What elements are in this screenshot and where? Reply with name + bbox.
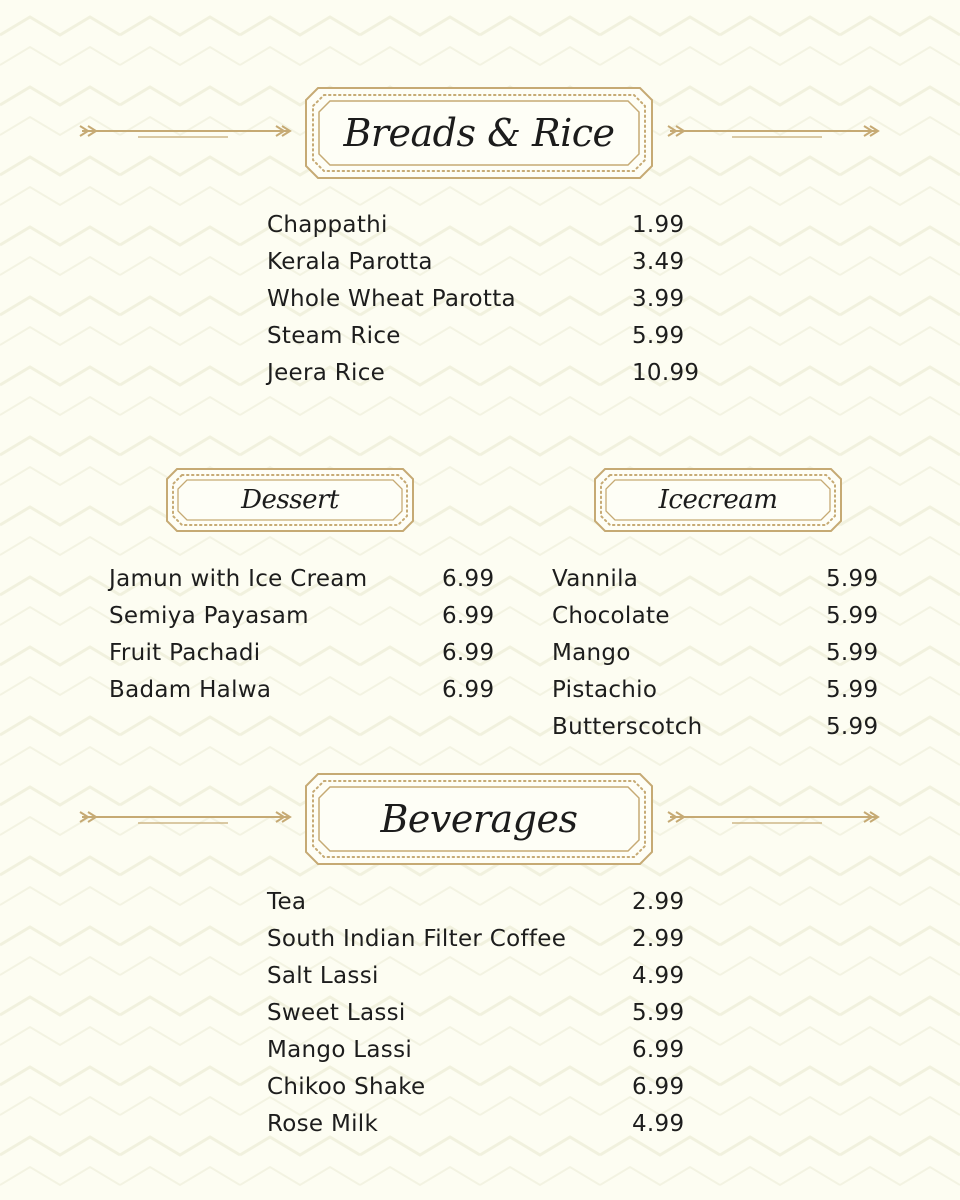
- item-name: Chocolate: [552, 603, 670, 629]
- item-name: Butterscotch: [552, 714, 703, 740]
- dessert-list: [109, 561, 499, 709]
- item-price: 6.99: [442, 677, 495, 703]
- menu-item-row: [267, 921, 697, 958]
- item-name: Fruit Pachadi: [109, 640, 261, 666]
- item-price: 6.99: [442, 566, 495, 592]
- item-name: Kerala Parotta: [267, 249, 433, 275]
- item-price: 6.99: [632, 1074, 685, 1100]
- left-arrow-ornament: [78, 808, 294, 826]
- item-name: Sweet Lassi: [267, 1000, 406, 1026]
- menu-item-row: [109, 561, 499, 598]
- item-price: 4.99: [632, 963, 685, 989]
- item-name: Salt Lassi: [267, 963, 379, 989]
- item-name: Pistachio: [552, 677, 658, 703]
- menu-item-row: [552, 561, 882, 598]
- item-name: Semiya Payasam: [109, 603, 309, 629]
- item-price: 5.99: [632, 1000, 685, 1026]
- menu-item-row: [109, 598, 499, 635]
- item-name: Mango: [552, 640, 631, 666]
- item-price: 2.99: [632, 889, 685, 915]
- menu-item-row: [267, 207, 697, 244]
- item-price: 6.99: [632, 1037, 685, 1063]
- icecream-list: [552, 561, 882, 746]
- menu-item-row: [267, 1032, 697, 1069]
- beverages-list: [267, 884, 697, 1143]
- menu-item-row: [552, 635, 882, 672]
- menu-item-row: [267, 1069, 697, 1106]
- icecream-title: Icecream: [658, 485, 778, 515]
- menu-item-row: [267, 355, 700, 392]
- item-name: Jeera Rice: [267, 360, 386, 386]
- item-price: 5.99: [826, 603, 879, 629]
- menu-item-row: [267, 884, 697, 921]
- menu-item-row: [552, 709, 882, 746]
- menu-item-row: [267, 958, 697, 995]
- item-name: Chikoo Shake: [267, 1074, 426, 1100]
- item-price: 2.99: [632, 926, 685, 952]
- right-arrow-ornament: [666, 122, 882, 140]
- item-price: 6.99: [442, 640, 495, 666]
- menu-item-row: [109, 635, 499, 672]
- breads-rice-list: [267, 207, 700, 392]
- menu-item-row: [267, 318, 697, 355]
- item-name: Vannila: [552, 566, 639, 592]
- item-price: 5.99: [826, 640, 879, 666]
- item-name: Chappathi: [267, 212, 388, 238]
- item-price: 5.99: [826, 677, 879, 703]
- breads-rice-frame: [304, 86, 654, 180]
- item-price: 6.99: [442, 603, 495, 629]
- menu-item-row: [267, 1106, 697, 1143]
- left-arrow-ornament: [78, 122, 294, 140]
- item-name: Rose Milk: [267, 1111, 379, 1137]
- item-name: Whole Wheat Parotta: [267, 286, 516, 312]
- menu-item-row: [109, 672, 499, 709]
- item-price: 5.99: [826, 566, 879, 592]
- item-name: Badam Halwa: [109, 677, 272, 703]
- item-price: 1.99: [632, 212, 685, 238]
- menu-item-row: [267, 995, 697, 1032]
- item-name: Tea: [267, 889, 307, 915]
- item-price: 3.99: [632, 286, 685, 312]
- item-price: 5.99: [826, 714, 879, 740]
- item-name: South Indian Filter Coffee: [267, 926, 567, 952]
- item-price: 5.99: [632, 323, 685, 349]
- beverages-frame: [304, 772, 654, 866]
- right-arrow-ornament: [666, 808, 882, 826]
- item-price: 4.99: [632, 1111, 685, 1137]
- menu-item-row: [552, 598, 882, 635]
- dessert-title: Dessert: [241, 485, 339, 515]
- item-price: 10.99: [632, 360, 700, 386]
- breads-rice-title: Breads & Rice: [343, 111, 615, 155]
- beverages-title: Beverages: [380, 797, 578, 841]
- item-name: Steam Rice: [267, 323, 401, 349]
- item-name: Jamun with Ice Cream: [109, 566, 368, 592]
- icecream-frame: [593, 467, 843, 533]
- item-name: Mango Lassi: [267, 1037, 413, 1063]
- item-price: 3.49: [632, 249, 685, 275]
- dessert-frame: [165, 467, 415, 533]
- menu-item-row: [267, 281, 697, 318]
- menu-item-row: [552, 672, 882, 709]
- menu-item-row: [267, 244, 697, 281]
